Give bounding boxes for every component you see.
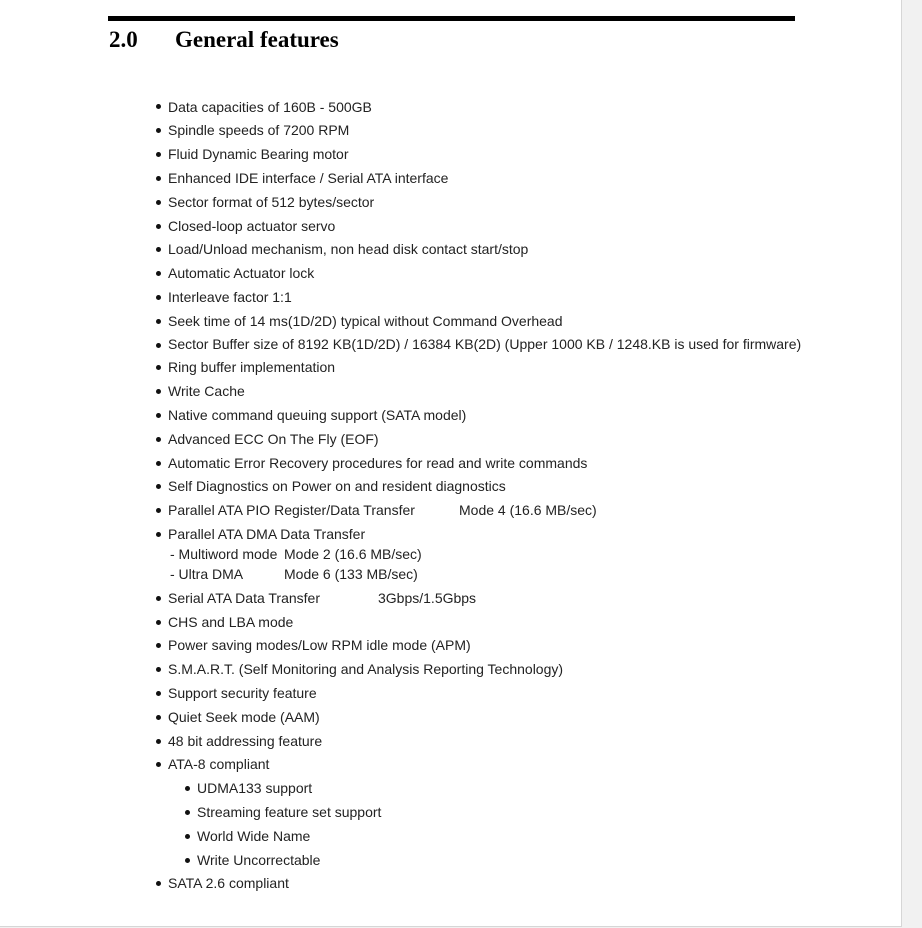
section-title: General features: [175, 27, 339, 52]
feature-item: S.M.A.R.T. (Self Monitoring and Analysis Reporting Technology): [168, 661, 564, 677]
bullet-icon: [156, 152, 161, 157]
bullet-icon: [156, 389, 161, 394]
feature-item: CHS and LBA mode: [168, 614, 294, 630]
feature-item: Sector format of 512 bytes/sector: [168, 194, 375, 210]
feature-item: Ring buffer implementation: [168, 359, 336, 375]
bullet-icon: [156, 413, 161, 418]
feature-item: Power saving modes/Low RPM idle mode (APM): [168, 637, 471, 653]
sub-bullet-icon: [185, 786, 190, 791]
dma-multiword-value: Mode 2 (16.6 MB/sec): [284, 546, 422, 562]
bullet-icon: [156, 667, 161, 672]
feature-item: Automatic Error Recovery procedures for read and write commands: [168, 455, 588, 471]
feature-item: Advanced ECC On The Fly (EOF): [168, 431, 379, 447]
serial-label: Serial ATA Data Transfer: [168, 590, 320, 606]
dma-label: Parallel ATA DMA Data Transfer: [168, 526, 366, 542]
scrollbar[interactable]: [903, 0, 922, 928]
serial-value: 3Gbps/1.5Gbps: [378, 590, 477, 606]
bullet-icon: [156, 484, 161, 489]
sub-bullet-icon: [185, 810, 190, 815]
dma-ultra-label: - Ultra DMA: [170, 566, 244, 582]
bullet-icon: [156, 224, 161, 229]
bullet-icon: [156, 762, 161, 767]
ata8-sub-item: Write Uncorrectable: [197, 852, 321, 868]
feature-item-sata26: SATA 2.6 compliant: [168, 875, 289, 891]
bullet-icon: [156, 461, 161, 466]
bullet-icon: [156, 437, 161, 442]
dma-multiword-label: - Multiword mode: [170, 546, 278, 562]
feature-item: Seek time of 14 ms(1D/2D) typical without Command Overhead: [168, 313, 563, 329]
bullet-icon: [156, 643, 161, 648]
bullet-icon: [156, 319, 161, 324]
feature-item: Spindle speeds of 7200 RPM: [168, 122, 350, 138]
section-number: 2.0: [109, 27, 138, 52]
feature-item: Data capacities of 160B - 500GB: [168, 99, 372, 115]
feature-item: 48 bit addressing feature: [168, 733, 323, 749]
ata8-sub-item: World Wide Name: [197, 828, 311, 844]
bullet-icon: [156, 596, 161, 601]
ata8-sub-item: Streaming feature set support: [197, 804, 382, 820]
bullet-icon: [156, 176, 161, 181]
feature-item: Write Cache: [168, 383, 245, 399]
sub-bullet-icon: [185, 858, 190, 863]
feature-item: Enhanced IDE interface / Serial ATA interface: [168, 170, 449, 186]
bullet-icon: [156, 691, 161, 696]
feature-item: Quiet Seek mode (AAM): [168, 709, 320, 725]
pio-label: Parallel ATA PIO Register/Data Transfer: [168, 502, 415, 518]
bullet-icon: [156, 343, 161, 348]
feature-item: Support security feature: [168, 685, 317, 701]
bullet-icon: [156, 532, 161, 537]
feature-item-ata8: ATA-8 compliant: [168, 756, 270, 772]
bullet-icon: [156, 200, 161, 205]
bullet-icon: [156, 104, 161, 109]
feature-item: Self Diagnostics on Power on and resident diagnostics: [168, 478, 506, 494]
feature-item: Native command queuing support (SATA model): [168, 407, 467, 423]
feature-item: Automatic Actuator lock: [168, 265, 315, 281]
feature-item: Sector Buffer size of 8192 KB(1D/2D) / 16384 KB(2D) (Upper 1000 KB / 1248.KB is used for firmware): [168, 336, 802, 352]
bullet-icon: [156, 247, 161, 252]
ata8-sub-item: UDMA133 support: [197, 780, 313, 796]
bullet-icon: [156, 620, 161, 625]
bullet-icon: [156, 739, 161, 744]
feature-item: Fluid Dynamic Bearing motor: [168, 146, 349, 162]
bullet-icon: [156, 715, 161, 720]
bullet-icon: [156, 271, 161, 276]
pio-value: Mode 4 (16.6 MB/sec): [459, 502, 597, 518]
feature-item: Interleave factor 1:1: [168, 289, 292, 305]
bullet-icon: [156, 365, 161, 370]
sub-bullet-icon: [185, 834, 190, 839]
bullet-icon: [156, 881, 161, 886]
bullet-icon: [156, 295, 161, 300]
feature-item: Load/Unload mechanism, non head disk contact start/stop: [168, 241, 529, 257]
bullet-icon: [156, 508, 161, 513]
dma-ultra-value: Mode 6 (133 MB/sec): [284, 566, 418, 582]
bullet-icon: [156, 128, 161, 133]
feature-item: Closed-loop actuator servo: [168, 218, 336, 234]
